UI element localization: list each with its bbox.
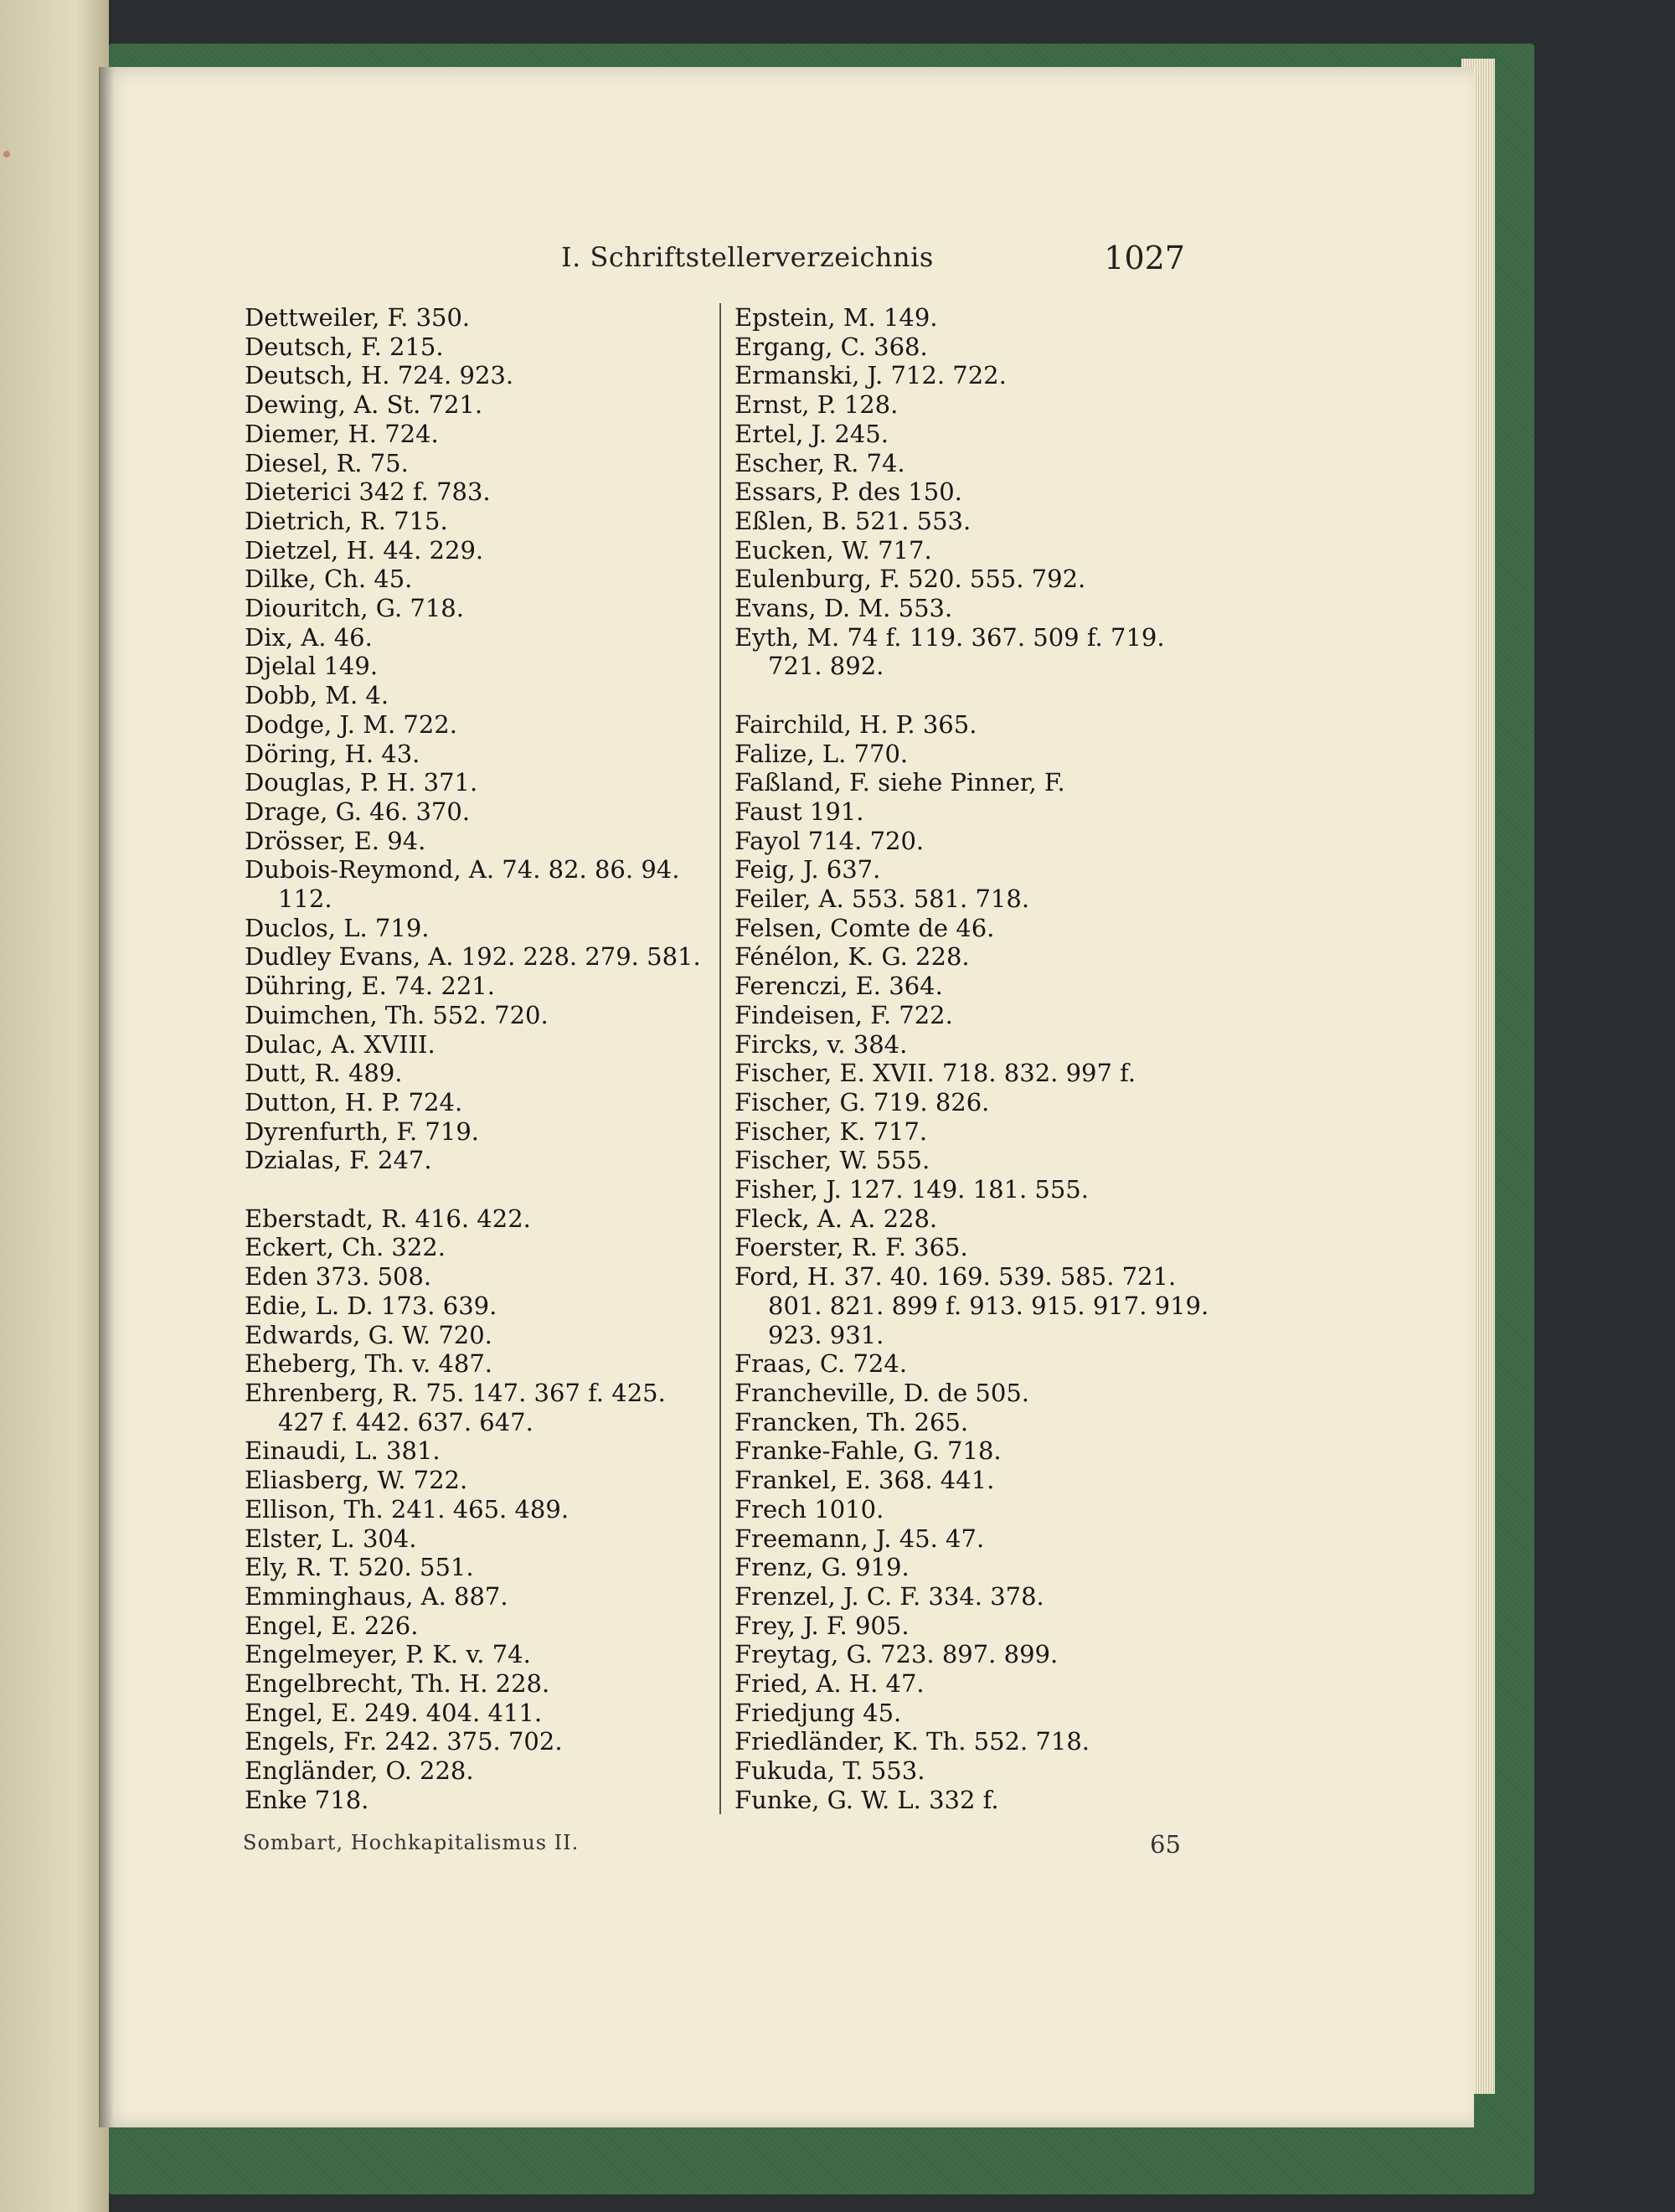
index-entry: Felsen, Comte de 46.	[734, 913, 995, 942]
index-entry: Ernst, P. 128.	[734, 390, 899, 420]
index-entry: Ellison, Th. 241. 465. 489.	[245, 1494, 570, 1524]
index-entry: Fleck, A. A. 228.	[734, 1204, 938, 1233]
index-entry: Eden 373. 508.	[245, 1262, 432, 1292]
index-entry: Eheberg, Th. v. 487.	[245, 1349, 493, 1379]
index-entry: Dewing, A. St. 721.	[245, 390, 483, 420]
index-entry: Fraas, C. 724.	[734, 1349, 908, 1379]
index-entry: Drösser, E. 94.	[245, 826, 426, 855]
index-entry: Frankel, E. 368. 441.	[734, 1466, 995, 1495]
index-entry: Duimchen, Th. 552. 720.	[245, 1000, 549, 1029]
index-entry: Dzialas, F. 247.	[245, 1146, 432, 1175]
index-entry: Eulenburg, F. 520. 555. 792.	[734, 565, 1086, 594]
index-entry: Fried, A. H. 47.	[734, 1669, 925, 1699]
index-entry: Freytag, G. 723. 897. 899.	[734, 1640, 1059, 1669]
index-entry: Essars, P. des 150.	[734, 477, 962, 507]
index-entry-continuation: 923. 931.	[768, 1320, 884, 1349]
index-entry: Frech 1010.	[734, 1494, 884, 1524]
running-head: I. Schriftstellerverzeichnis	[561, 241, 934, 273]
index-entry: Frey, J. F. 905.	[734, 1611, 910, 1640]
section-gap	[245, 1175, 739, 1204]
index-entry: Findeisen, F. 722.	[734, 1000, 953, 1029]
index-entry: Ertel, J. 245.	[734, 419, 889, 448]
index-entry-continuation: 801. 821. 899 f. 913. 915. 917. 919.	[768, 1291, 1209, 1320]
index-entry: Diouritch, G. 718.	[245, 594, 464, 623]
index-entry: Eyth, M. 74 f. 119. 367. 509 f. 719.	[734, 622, 1165, 652]
index-entry: Eliasberg, W. 722.	[245, 1466, 468, 1495]
index-entry: Epstein, M. 149.	[734, 303, 938, 332]
index-entry: Dix, A. 46.	[245, 622, 373, 652]
index-entry: Feiler, A. 553. 581. 718.	[734, 884, 1030, 914]
index-entry: Dodge, J. M. 722.	[245, 709, 457, 739]
index-entry-continuation: 721. 892.	[768, 652, 884, 681]
index-entry: Engelmeyer, P. K. v. 74.	[245, 1640, 531, 1669]
index-entry: Fisher, J. 127. 149. 181. 555.	[734, 1175, 1089, 1204]
index-entry: Elster, L. 304.	[245, 1524, 417, 1553]
index-entry: Eucken, W. 717.	[734, 535, 932, 565]
gutter-shadow	[99, 67, 114, 2127]
index-entry: Ehrenberg, R. 75. 147. 367 f. 425.	[245, 1379, 666, 1407]
index-entry: Francheville, D. de 505.	[734, 1379, 1030, 1407]
index-entry: Friedjung 45.	[734, 1698, 902, 1727]
index-entry: Fénélon, K. G. 228.	[734, 942, 970, 972]
index-entry: Eckert, Ch. 322.	[245, 1233, 446, 1262]
facing-page-edge	[0, 0, 109, 2212]
index-entry: Francken, Th. 265.	[734, 1407, 969, 1436]
index-entry: Diesel, R. 75.	[245, 448, 409, 477]
index-entry: Edie, L. D. 173. 639.	[245, 1291, 497, 1320]
index-entry: Fischer, W. 555.	[734, 1146, 930, 1175]
index-entry: Döring, H. 43.	[245, 739, 420, 768]
index-entry: Engels, Fr. 242. 375. 702.	[245, 1727, 563, 1756]
index-entry: Dietrich, R. 715.	[245, 506, 448, 535]
index-entry: Ermanski, J. 712. 722.	[734, 361, 1007, 390]
column-divider	[719, 303, 721, 1814]
index-entry: Dudley Evans, A. 192. 228. 279. 581.	[245, 942, 701, 972]
section-gap	[734, 681, 1229, 710]
index-entry: Dietzel, H. 44. 229.	[245, 535, 484, 565]
page-number: 1027	[1104, 240, 1185, 276]
index-entry: Douglas, P. H. 371.	[245, 768, 478, 797]
index-entry: Ergang, C. 368.	[734, 332, 928, 361]
index-entry: Funke, G. W. L. 332 f.	[734, 1785, 999, 1814]
index-entry: Dulac, A. XVIII.	[245, 1029, 436, 1059]
index-entry: Dettweiler, F. 350.	[245, 303, 471, 332]
index-entry: Fukuda, T. 553.	[734, 1756, 925, 1786]
index-entry: Einaudi, L. 381.	[245, 1436, 441, 1466]
index-entry: Dieterici 342 f. 783.	[245, 477, 491, 507]
index-entry: Eßlen, B. 521. 553.	[734, 506, 972, 535]
index-entry: Dubois-Reymond, A. 74. 82. 86. 94.	[245, 855, 680, 884]
index-entry: Feig, J. 637.	[734, 855, 881, 884]
index-entry: Engel, E. 226.	[245, 1611, 419, 1640]
index-entry: Duclos, L. 719.	[245, 913, 430, 942]
index-entry: Engel, E. 249. 404. 411.	[245, 1698, 543, 1727]
sheet-number: 65	[1150, 1830, 1181, 1859]
index-entry: Dutton, H. P. 724.	[245, 1087, 463, 1116]
index-entry: Deutsch, F. 215.	[245, 332, 444, 361]
margin-mark	[3, 151, 10, 157]
index-entry: Franke-Fahle, G. 718.	[734, 1436, 1002, 1466]
index-entry: Fischer, K. 717.	[734, 1116, 928, 1146]
index-entry: Enke 718.	[245, 1785, 369, 1814]
index-entry: Escher, R. 74.	[734, 448, 905, 477]
index-column-left	[245, 303, 739, 1815]
index-entry: Dobb, M. 4.	[245, 681, 389, 710]
index-entry: Djelal 149.	[245, 652, 379, 681]
index-entry: Drage, G. 46. 370.	[245, 797, 471, 826]
index-entry-continuation: 112.	[278, 884, 332, 914]
index-entry: Foerster, R. F. 365.	[734, 1233, 968, 1262]
index-entry: Engländer, O. 228.	[245, 1756, 474, 1786]
index-entry: Ferenczi, E. 364.	[734, 972, 943, 1001]
index-entry: Friedländer, K. Th. 552. 718.	[734, 1727, 1090, 1756]
index-entry: Engelbrecht, Th. H. 228.	[245, 1669, 550, 1699]
index-entry: Emminghaus, A. 887.	[245, 1581, 508, 1611]
index-entry: Edwards, G. W. 720.	[245, 1320, 492, 1349]
index-entry: Ely, R. T. 520. 551.	[245, 1553, 474, 1582]
index-entry: Diemer, H. 724.	[245, 419, 439, 448]
index-entry: Faßland, F. siehe Pinner, F.	[734, 768, 1065, 797]
index-entry: Evans, D. M. 553.	[734, 594, 953, 623]
index-entry: Fischer, E. XVII. 718. 832. 997 f.	[734, 1059, 1136, 1088]
index-entry: Fircks, v. 384.	[734, 1029, 908, 1059]
index-entry: Fayol 714. 720.	[734, 826, 925, 855]
index-entry: Deutsch, H. 724. 923.	[245, 361, 514, 390]
index-entry: Frenz, G. 919.	[734, 1553, 910, 1582]
index-entry: Frenzel, J. C. F. 334. 378.	[734, 1581, 1044, 1611]
index-entry: Eberstadt, R. 416. 422.	[245, 1204, 531, 1233]
index-entry: Fischer, G. 719. 826.	[734, 1087, 990, 1116]
index-entry: Dühring, E. 74. 221.	[245, 972, 495, 1001]
index-column-right	[734, 303, 1229, 1815]
index-entry: Fairchild, H. P. 365.	[734, 709, 977, 739]
index-entry: Freemann, J. 45. 47.	[734, 1524, 985, 1553]
index-entry: Dilke, Ch. 45.	[245, 565, 413, 594]
index-entry: Dutt, R. 489.	[245, 1059, 403, 1088]
index-entry: Faust 191.	[734, 797, 864, 826]
index-entry: Falize, L. 770.	[734, 739, 909, 768]
index-entry: Ford, H. 37. 40. 169. 539. 585. 721.	[734, 1262, 1177, 1292]
index-entry: Dyrenfurth, F. 719.	[245, 1116, 479, 1146]
signature-line: Sombart, Hochkapitalismus II.	[243, 1831, 580, 1854]
index-entry-continuation: 427 f. 442. 637. 647.	[278, 1407, 533, 1436]
